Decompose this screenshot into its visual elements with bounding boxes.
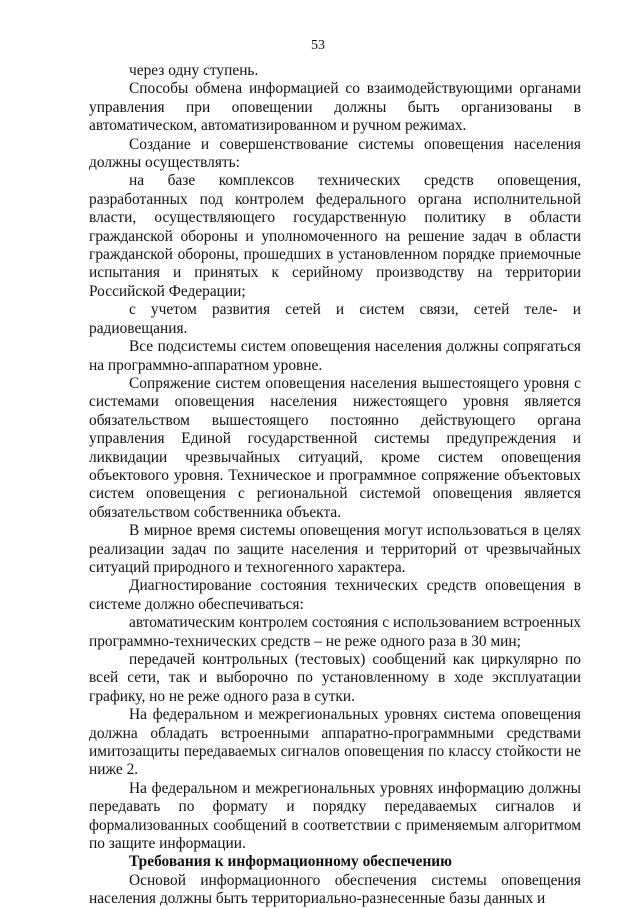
paragraph: передачей контрольных (тестовых) сообщений как циркулярно по всей сети, так и выборочно по установленному в ходе эксплуатации графику, но не реже одного раза в сутки. (89, 651, 581, 705)
section-heading: Требования к информационному обеспечению (129, 853, 452, 871)
paragraph: Все подсистемы систем оповещения населения должны сопрягаться на программно-аппаратном уровне. (89, 338, 581, 374)
page-number: 53 (311, 38, 325, 53)
paragraph: Сопряжение систем оповещения населения вышестоящего уровня с системами оповещения населения нижестоящего уровня является обязательством вышестоящего постоянно действующего органа управления Единой государственной системы предупреждения и ликвидации чрезвычайных ситуаций, кроме систем оповещения объектового уровня. Техническое и программное сопряжение объектовых систем оповещения с региональной системой оповещения является обязательством собственника объекта. (89, 374, 581, 521)
document-body (89, 62, 581, 909)
paragraph: Диагностирование состояния технических средств оповещения в системе должно обеспечиваться: (89, 577, 581, 613)
paragraph: с учетом развития сетей и систем связи, сетей теле- и радиовещания. (89, 301, 581, 337)
paragraph: Основой информационного обеспечения системы оповещения населения должны быть территориально-разнесенные базы данных и (89, 871, 581, 908)
paragraph: Создание и совершенствование системы оповещения населения должны осуществлять: (89, 135, 581, 172)
paragraph: На федеральном и межрегиональных уровнях информацию должны передавать по формату и порядку передаваемых сигналов и формализованных сообщений в соответствии с применяемым алгоритмом по защите информации. (89, 779, 581, 853)
paragraph: На федеральном и межрегиональных уровнях система оповещения должна обладать встроенными аппаратно-программными средствами имитозащиты передаваемых сигналов оповещения по классу стойкости не ниже 2. (89, 706, 581, 779)
paragraph: Способы обмена информацией со взаимодействующими органами управления при оповещении должны быть организованы в автоматическом, автоматизированном и ручном режимах. (89, 80, 581, 135)
paragraph: через одну ступень. (129, 62, 259, 79)
paragraph: на базе комплексов технических средств оповещения, разработанных под контролем федерального органа исполнительной власти, осуществляющего государственную политику в области гражданской обороны и уполномоченного на решение задач в области гражданской обороны, прошедших в установленном порядке приемочные испытания и принятых к серийному производству на территории Российской Федерации; (89, 172, 581, 300)
paragraph: В мирное время системы оповещения могут использоваться в целях реализации задач по защите населения и территорий от чрезвычайных ситуаций природного и техногенного характера. (89, 522, 581, 576)
paragraph: автоматическим контролем состояния с использованием встроенных программно-технических средств – не реже одного раза в 30 мин; (89, 614, 581, 650)
